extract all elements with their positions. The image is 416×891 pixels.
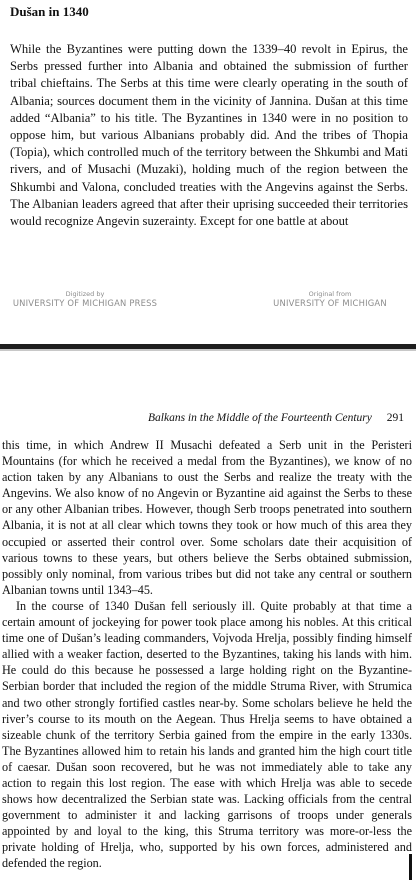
body-text (2, 437, 412, 872)
body-paragraph-1: this time, in which Andrew II Musachi defeated a Serb unit in the Peristeri Mountains (for which he received a medal from the Byzantines), we know of no action taken by any Albanians to oust the Serbs and realize the treaty with the Angevins. We also know of no Angevin or Byzantine aid against the Serbs to these or any other Albanian tribes. However, though Serb troops penetrated into southern Albania, it is not at all clear which towns they took or how much of this area they occupied or asserted their control over. Some scholars date their acquisition of various towns to these years, but others believe the Serbs obtained submission, possibly only nominal, from various tribes but did not take any central or southern Albanian towns until 1343–45. (2, 438, 412, 597)
section-heading: Dušan in 1340 (10, 4, 89, 19)
bottom-page (0, 351, 416, 891)
page-number: 291 (386, 412, 404, 424)
watermark-original (255, 290, 405, 308)
watermark-original-source: UNIVERSITY OF MICHIGAN (273, 298, 387, 308)
top-paragraph: While the Byzantines were putting down the 1339–40 revolt in Epirus, the Serbs pressed further into Albania and obtained the submission of further tribal chieftains. The Serbs at this time were clearly operating in the south of Albania; sources document them in the vicinity of Jannina. Dušan at this time added “Albania” to his title. The Byzantines in 1340 were in no position to oppose him, but various Albanians probably did. And the tribes of Thopia (Topia), which controlled much of the territory between the Shkumbi and Mati rivers, and of Musachi (Muzaki), holding much of the region between the Shkumbi and Valona, concluded treaties with the Angevins against the Serbs. The Albanian leaders agreed that after their uprising succeeded their territories would recognize Angevin suzerainty. Except for one battle at about (10, 42, 408, 229)
running-head: Balkans in the Middle of the Fourteenth Century (148, 412, 372, 424)
watermark-digitized (10, 290, 160, 308)
watermark-digitized-source: UNIVERSITY OF MICHIGAN PRESS (12, 298, 158, 308)
watermark-original-caption: Original from (308, 290, 352, 298)
watermark-digitized-caption: Digitized by (65, 290, 105, 298)
scan-edge-mark (409, 854, 412, 880)
body-paragraph-2: In the course of 1340 Dušan fell seriously ill. Quite probably at that time a certain amount of jockeying for power took place among his nobles. At this critical time one of Dušan’s leading commanders, Vojvoda Hrelja, possibly finding himself allied with a weaker faction, deserted to the Byzantines, taking his lands with him. He could do this because he possessed a large holding right on the Byzantine-Serbian border that included the region of the middle Struma River, with Strumica and two other strongly fortified castles near-by. Some scholars believe he held the river’s course to its mouth on the Aegean. Thus Hrelja seems to have obtained a sizeable chunk of the territory Serbia gained from the empire in the early 1330s. The Byzantines allowed him to retain his lands and granted him the high court title of caesar. Dušan soon recovered, but he was not immediately able to take any action to regain this lost region. The ease with which Hrelja was able to secede shows how decentralized the Serbian state was. Lacking officials from the central government to administer it and lacking garrisons of troops under generals appointed by and loyal to the king, this Struma territory was more-or-less the private holding of Hrelja, who, supported by his own forces, administered and defended the region. (2, 598, 412, 871)
top-page (0, 0, 416, 344)
